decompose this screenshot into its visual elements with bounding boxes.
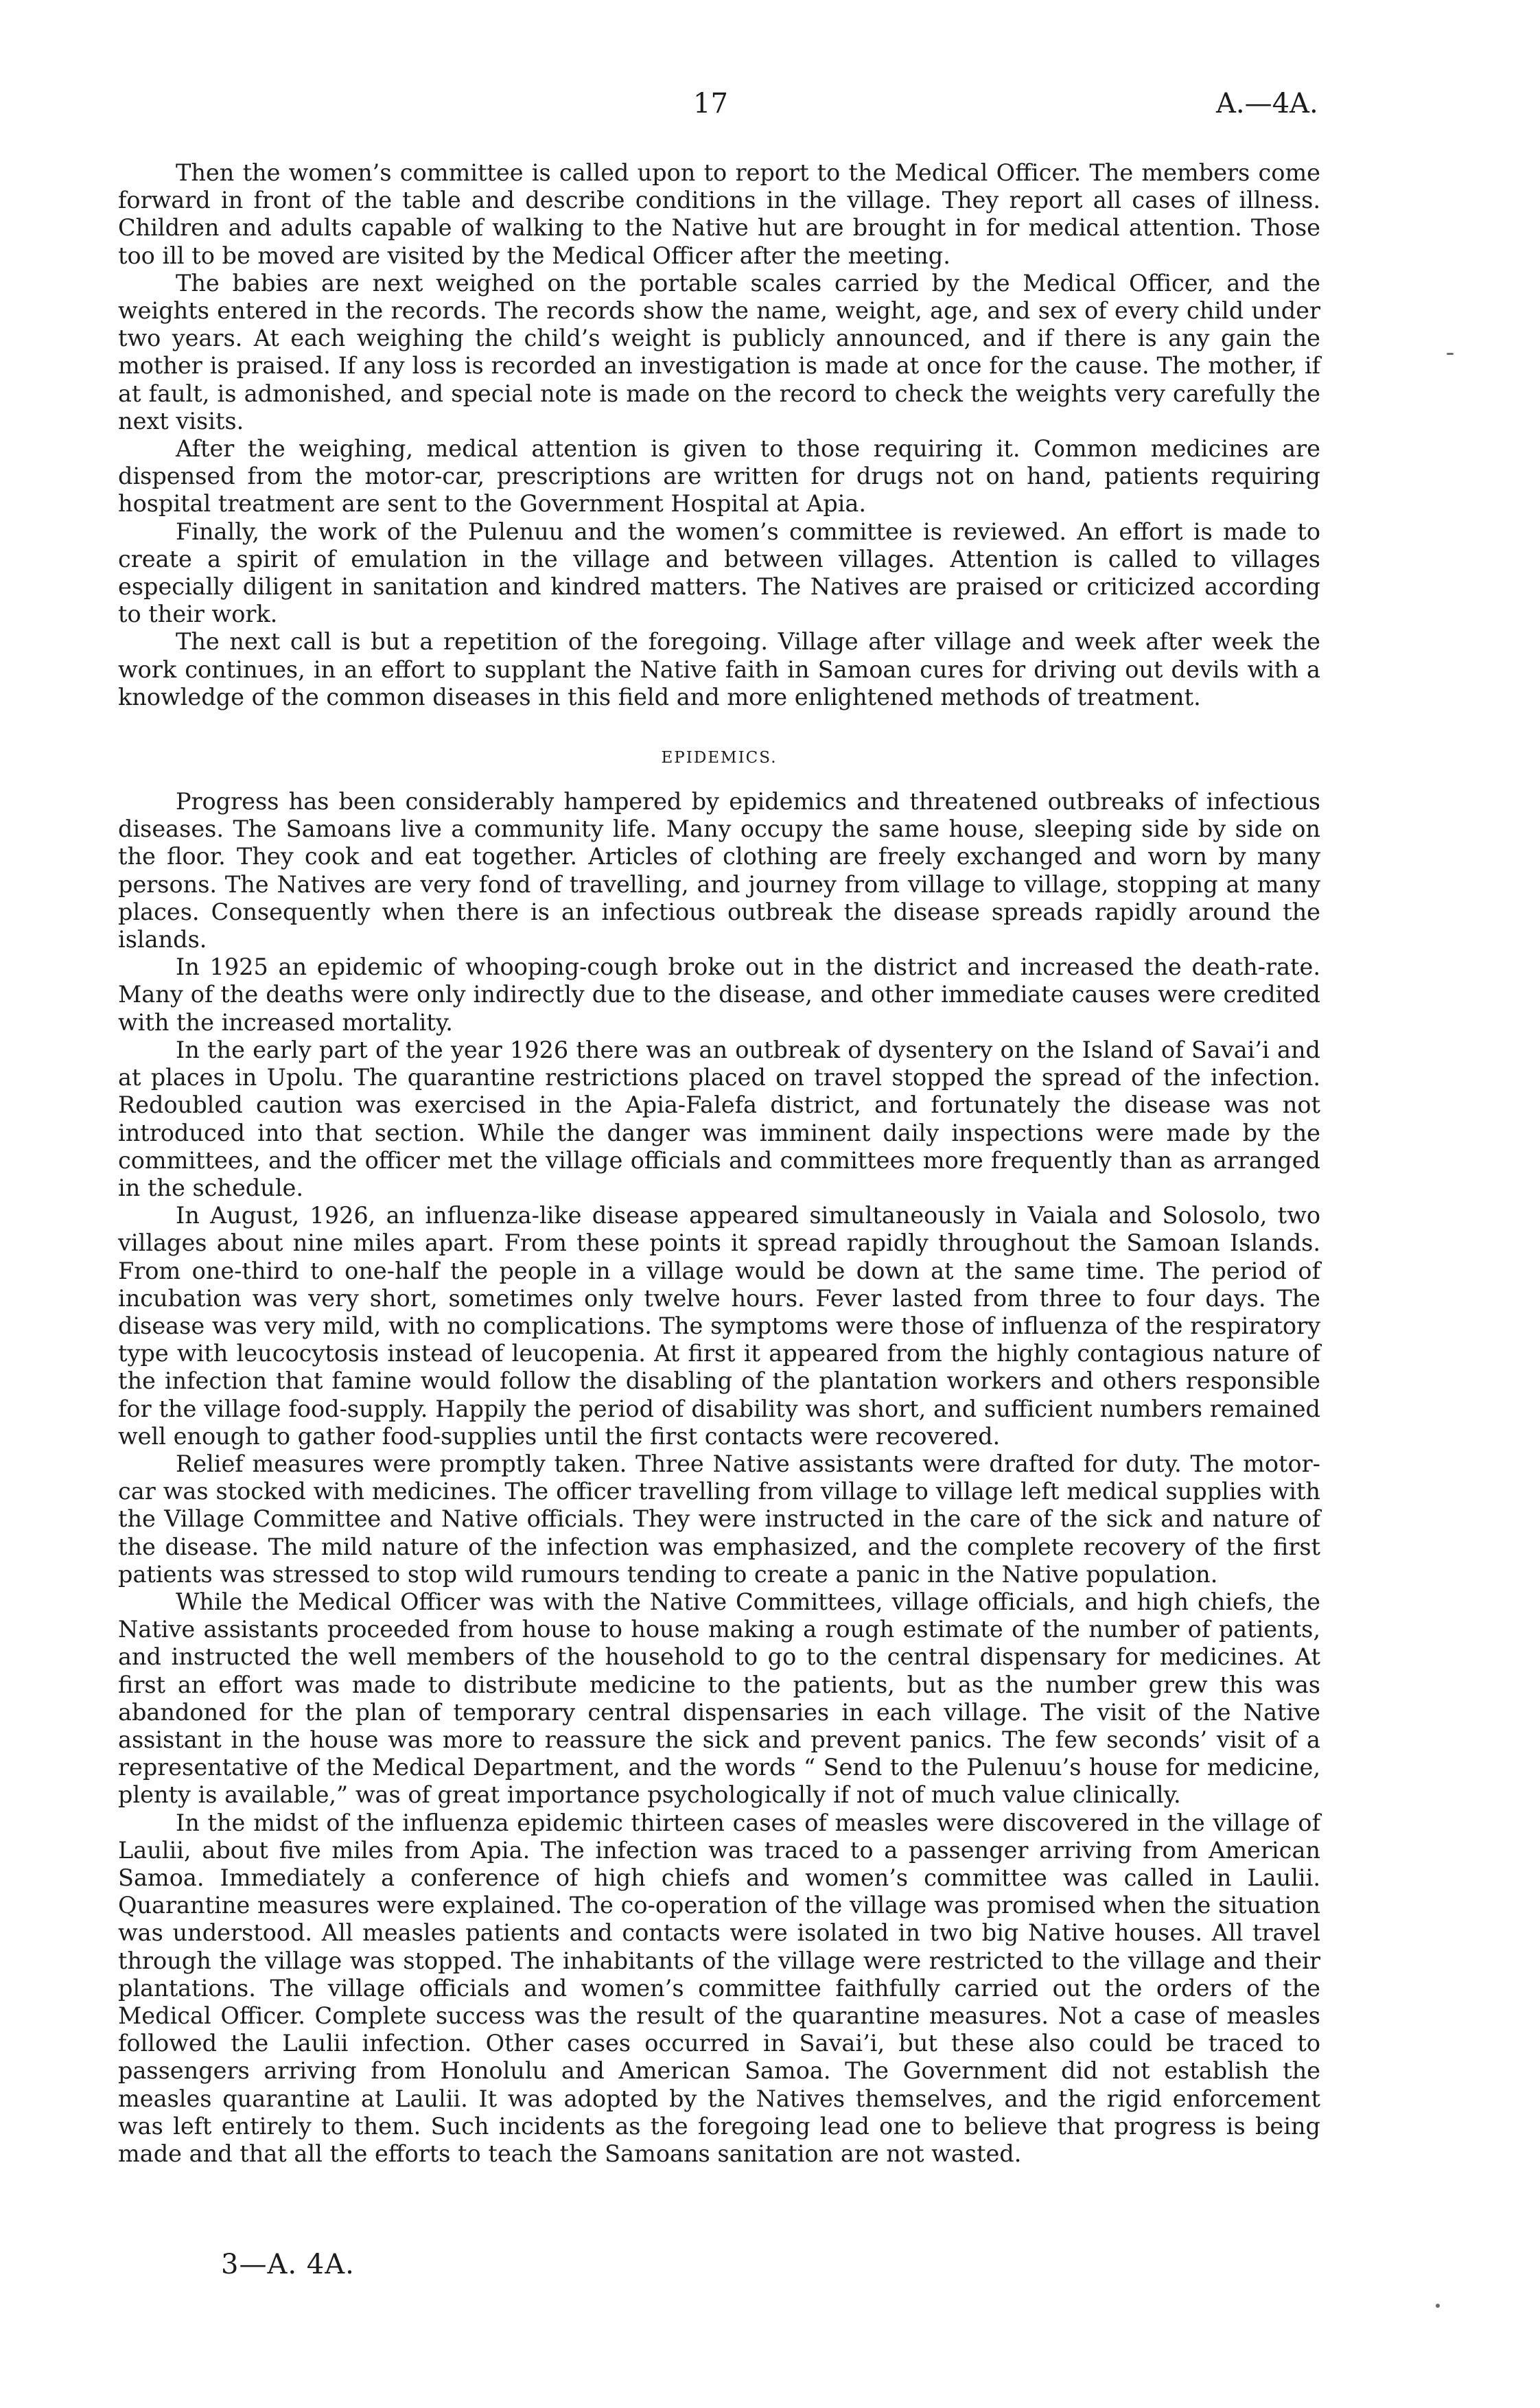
paragraph: Then the women’s committee is called upon to report to the Medical Officer. The members come forward in front of the table and describe conditions in the village. They report all cases of illness. Children and adults capable of walking to the Native hut are brought in for medical attention. Those too ill to be moved are visited by the Medical Officer after the meeting. — [118, 159, 1320, 269]
page-number: 17 — [693, 88, 728, 119]
page-header — [0, 88, 1540, 136]
paragraph: While the Medical Officer was with the Native Committees, village officials, and high chiefs, the Native assistants proceeded from house to house making a rough estimate of the number of patients, and instructed the well members of the household to go to the central dispensary for medicines. At first an effort was made to distribute medicine to the patients, but as the number grew this was abandoned for the plan of temporary central dispensaries in each village. The visit of the Native assistant in the house was more to reassure the sick and prevent panics. The few seconds’ visit of a representative of the Medical Department, and the words “ Send to the Pulenuu’s house for medicine, plenty is available,” was of great importance psychologically if not of much value clinically. — [118, 1588, 1320, 1809]
paragraph: In August, 1926, an influenza-like disease appeared simultaneously in Vaiala and Solosolo, two villages about nine miles apart. From these points it spread rapidly throughout the Samoan Islands. From one-third to one-half the people in a village would be down at the same time. The period of incubation was very short, sometimes only twelve hours. Fever lasted from three to four days. The disease was very mild, with no complications. The symptoms were those of influenza of the respiratory type with leucocytosis instead of leucopenia. At first it appeared from the highly contagious nature of the infection that famine would follow the disabling of the plantation workers and others responsible for the village food-supply. Happily the period of disability was short, and sufficient numbers remained well enough to gather food-supplies until the first contacts were recovered. — [118, 1202, 1320, 1450]
scan-speck — [1436, 2304, 1440, 2308]
section-heading-epidemics: EPIDEMICS. — [661, 749, 778, 767]
paragraph: After the weighing, medical attention is given to those requiring it. Common medicines are dispensed from the motor-car, prescriptions are written for drugs not on hand, patients requiring hospital treatment are sent to the Government Hospital at Apia. — [118, 435, 1320, 518]
paragraph: Relief measures were promptly taken. Three Native assistants were drafted for duty. The motor-car was stocked with medicines. The officer travelling from village to village left medical supplies with the Village Committee and Native officials. They were instructed in the care of the sick and nature of the disease. The mild nature of the infection was emphasized, and the complete recovery of the first patients was stressed to stop wild rumours tending to create a panic in the Native population. — [118, 1450, 1320, 1588]
paragraph: In the early part of the year 1926 there was an outbreak of dysentery on the Island of Savai’i and at places in Upolu. The quarantine restrictions placed on travel stopped the spread of the infection. Redoubled caution was exercised in the Apia-Falefa district, and fortunately the disease was not introduced into that section. While the danger was imminent daily inspections were made by the committees, and the officer met the village officials and committees more frequently than as arranged in the schedule. — [118, 1036, 1320, 1201]
paragraph: The babies are next weighed on the portable scales carried by the Medical Officer, and the weights entered in the records. The records show the name, weight, age, and sex of every child under two years. At each weighing the child’s weight is publicly announced, and if there is any gain the mother is praised. If any loss is recorded an investigation is made at once for the cause. The mother, if at fault, is admonished, and special note is made on the record to check the weights very carefully the next visits. — [118, 269, 1320, 435]
paragraph: Progress has been considerably hampered by epidemics and threatened outbreaks of infectious diseases. The Samoans live a community life. Many occupy the same house, sleeping side by side on the floor. They cook and eat together. Articles of clothing are freely exchanged and worn by many persons. The Natives are very fond of travelling, and journey from village to village, stopping at many places. Consequently when there is an infectious outbreak the disease spreads rapidly around the islands. — [118, 788, 1320, 953]
paragraph: The next call is but a repetition of the foregoing. Village after village and week after week the work continues, in an effort to supplant the Native faith in Samoan cures for driving out devils with a knowledge of the common diseases in this field and more enlightened methods of treatment. — [118, 628, 1320, 710]
document-reference: A.—4A. — [1216, 88, 1318, 119]
paragraph: In 1925 an epidemic of whooping-cough broke out in the district and increased the death-rate. Many of the deaths were only indirectly due to the disease, and other immediate causes were credited with the increased mortality. — [118, 953, 1320, 1036]
body-text — [118, 159, 1320, 2168]
paragraph: Finally, the work of the Pulenuu and the women’s committee is reviewed. An effort is made to create a spirit of emulation in the village and between villages. Attention is called to villages especially diligent in sanitation and kindred matters. The Natives are praised or criticized according to their work. — [118, 518, 1320, 628]
signature-reference: 3—A. 4A. — [221, 2249, 355, 2280]
paragraph: In the midst of the influenza epidemic thirteen cases of measles were discovered in the village of Laulii, about five miles from Apia. The infection was traced to a passenger arriving from American Samoa. Immediately a conference of high chiefs and women’s committee was called in Laulii. Quarantine measures were explained. The co-operation of the village was promised when the situation was understood. All measles patients and contacts were isolated in two big Native houses. All travel through the village was stopped. The inhabitants of the village were restricted to the village and their plantations. The village officials and women’s committee faithfully carried out the orders of the Medical Officer. Complete success was the result of the quarantine measures. Not a case of measles followed the Laulii infection. Other cases occurred in Savai’i, but these also could be traced to passengers arriving from Honolulu and American Samoa. The Government did not establish the measles quarantine at Laulii. It was adopted by the Natives themselves, and the rigid enforcement was left entirely to them. Such incidents as the foregoing lead one to believe that progress is being made and that all the efforts to teach the Samoans sanitation are not wasted. — [118, 1809, 1320, 2168]
scan-speck — [1447, 353, 1454, 355]
